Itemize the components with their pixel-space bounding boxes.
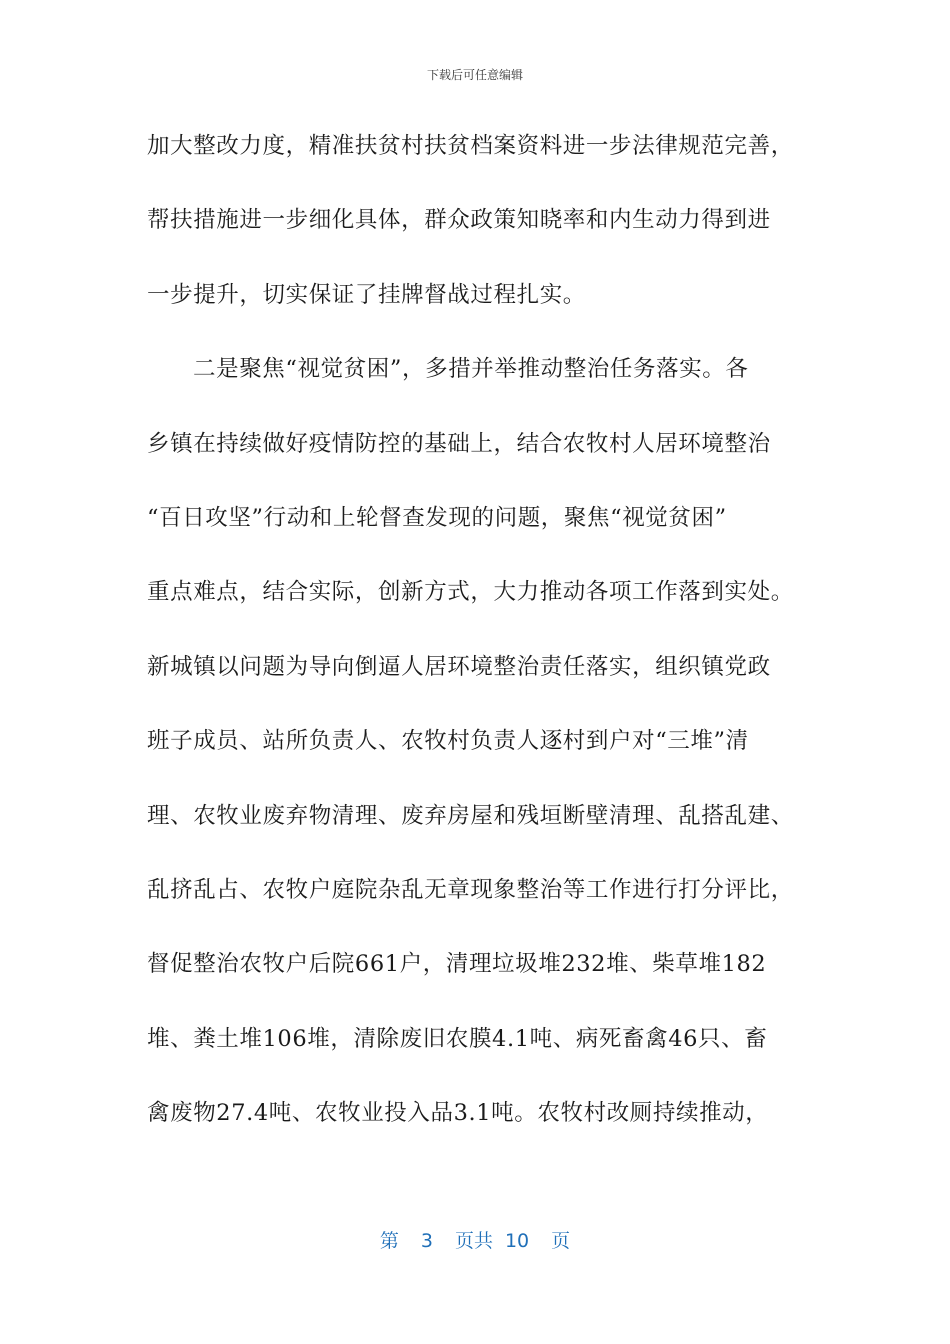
body-line: “百日攻坚”行动和上轮督查发现的问题，聚焦“视觉贫困” bbox=[147, 504, 727, 531]
footer-ye-gong: 页共 bbox=[454, 1230, 493, 1252]
body-line: 堆、粪土堆106堆，清除废旧农膜4.1吨、病死畜禽46只、畜 bbox=[147, 1025, 768, 1052]
body-line: 督促整治农牧户后院661户，清理垃圾堆232堆、柴草堆182 bbox=[147, 951, 767, 978]
body-line: 乱挤乱占、农牧户庭院杂乱无章现象整治等工作进行打分评比， bbox=[147, 876, 794, 903]
body-line: 禽废物27.4吨、农牧业投入品3.1吨。农牧村改厕持续推动， bbox=[147, 1100, 769, 1127]
body-line: 班子成员、站所负责人、农牧村负责人逐村到户对“三堆”清 bbox=[147, 728, 749, 755]
total-pages: 10 bbox=[504, 1230, 530, 1252]
current-page-number: 3 bbox=[420, 1230, 433, 1252]
paragraph-first-line: 二是聚焦“视觉贫困”，多措并举推动整治任务落实。各 bbox=[193, 356, 749, 383]
body-line: 理、农牧业废弃物清理、废弃房屋和残垣断壁清理、乱搭乱建、 bbox=[147, 802, 794, 829]
body-line: 加大整改力度，精准扶贫村扶贫档案资料进一步法律规范完善， bbox=[147, 133, 794, 159]
footer-ye: 页 bbox=[551, 1230, 571, 1252]
body-line: 帮扶措施进一步细化具体，群众政策知晓率和内生动力得到进 bbox=[147, 207, 771, 234]
page-footer bbox=[0, 1226, 950, 1253]
document-body bbox=[147, 126, 809, 1167]
body-line: 新城镇以问题为导向倒逼人居环境整治责任落实，组织镇党政 bbox=[147, 653, 771, 680]
body-line: 一步提升，切实保证了挂牌督战过程扎实。 bbox=[147, 281, 586, 308]
body-line: 乡镇在持续做好疫情防控的基础上，结合农牧村人居环境整治 bbox=[147, 430, 771, 457]
page-header-note: 下载后可任意编辑 bbox=[426, 68, 523, 82]
footer-di: 第 bbox=[379, 1230, 399, 1252]
body-line: 重点难点，结合实际，创新方式，大力推动各项工作落到实处。 bbox=[147, 579, 794, 606]
